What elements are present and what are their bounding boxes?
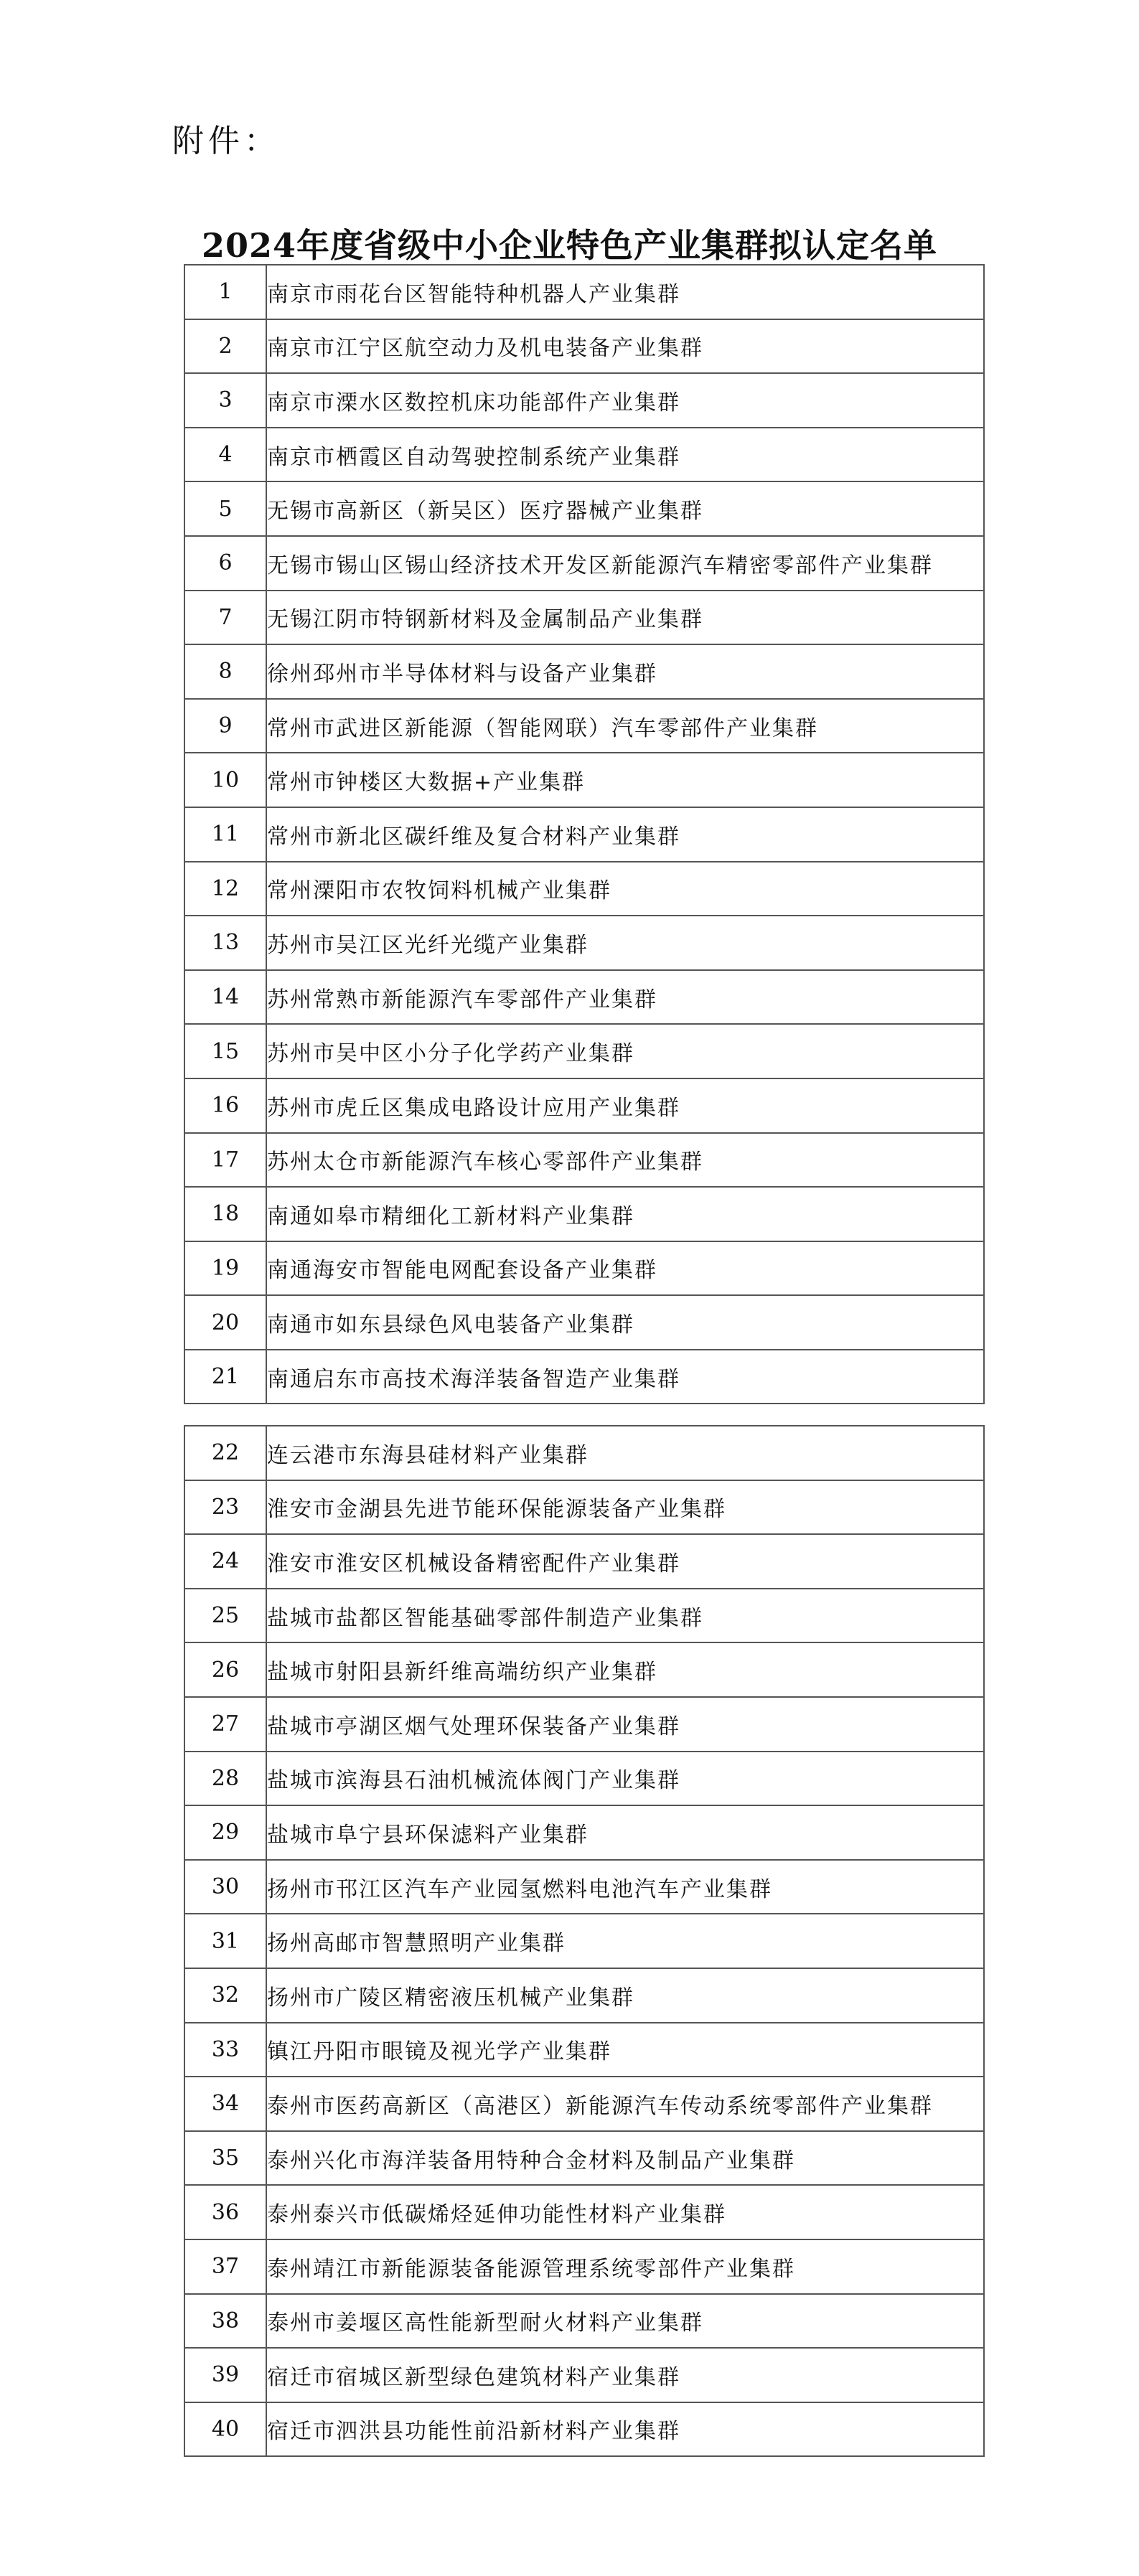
table-row [184,1860,984,1914]
table-row [184,1752,984,1806]
cluster-name: 泰州市姜堰区高性能新型耐火材料产业集群 [266,2294,984,2349]
table-row [184,1805,984,1860]
table-row [184,536,984,591]
row-number: 34 [184,2077,266,2131]
cluster-name: 无锡市高新区（新吴区）医疗器械产业集群 [266,481,984,536]
cluster-name: 南京市雨花台区智能特种机器人产业集群 [266,265,984,319]
row-number: 23 [184,1480,266,1535]
table-row [184,1187,984,1241]
table-row [184,1534,984,1589]
table-row [184,319,984,374]
cluster-name: 苏州太仓市新能源汽车核心零部件产业集群 [266,1133,984,1188]
table-row [184,1697,984,1752]
table-row [184,1589,984,1643]
row-number: 17 [184,1133,266,1188]
table-row [184,644,984,699]
cluster-name: 常州溧阳市农牧饲料机械产业集群 [266,862,984,916]
cluster-table-part-1 [184,264,985,1404]
table-row [184,2402,984,2457]
row-number: 31 [184,1914,266,1968]
row-number: 30 [184,1860,266,1914]
cluster-name: 苏州市吴江区光纤光缆产业集群 [266,916,984,970]
cluster-table-part-2 [184,1425,985,2457]
row-number: 14 [184,970,266,1025]
row-number: 7 [184,591,266,645]
table-row [184,2185,984,2239]
table-row [184,373,984,428]
cluster-name: 泰州市医药高新区（高港区）新能源汽车传动系统零部件产业集群 [266,2077,984,2131]
table-row [184,2131,984,2186]
row-number: 29 [184,1805,266,1860]
table-row [184,1133,984,1188]
row-number: 19 [184,1241,266,1296]
cluster-name: 泰州靖江市新能源装备能源管理系统零部件产业集群 [266,2239,984,2294]
row-number: 1 [184,265,266,319]
table-row [184,970,984,1025]
row-number: 16 [184,1078,266,1133]
table-row [184,1078,984,1133]
row-number: 11 [184,807,266,862]
table-row [184,1968,984,2023]
cluster-name: 泰州泰兴市低碳烯烃延伸功能性材料产业集群 [266,2185,984,2239]
cluster-name: 扬州市广陵区精密液压机械产业集群 [266,1968,984,2023]
table-row [184,1480,984,1535]
row-number: 22 [184,1426,266,1480]
cluster-name: 南通启东市高技术海洋装备智造产业集群 [266,1350,984,1404]
cluster-name: 南通市如东县绿色风电装备产业集群 [266,1295,984,1350]
table-row [184,481,984,536]
cluster-name: 苏州市虎丘区集成电路设计应用产业集群 [266,1078,984,1133]
cluster-name: 盐城市盐都区智能基础零部件制造产业集群 [266,1589,984,1643]
cluster-name: 盐城市滨海县石油机械流体阀门产业集群 [266,1752,984,1806]
row-number: 18 [184,1187,266,1241]
row-number: 26 [184,1642,266,1697]
cluster-name: 扬州市邗江区汽车产业园氢燃料电池汽车产业集群 [266,1860,984,1914]
table-row [184,916,984,970]
row-number: 40 [184,2402,266,2457]
document-title: 2024年度省级中小企业特色产业集群拟认定名单 [201,226,938,265]
row-number: 32 [184,1968,266,2023]
row-number: 10 [184,753,266,807]
row-number: 39 [184,2348,266,2402]
table-row [184,1295,984,1350]
row-number: 21 [184,1350,266,1404]
row-number: 33 [184,2023,266,2077]
cluster-name: 无锡江阴市特钢新材料及金属制品产业集群 [266,591,984,645]
row-number: 27 [184,1697,266,1752]
table-row [184,753,984,807]
row-number: 4 [184,428,266,482]
row-number: 6 [184,536,266,591]
table-row [184,1350,984,1404]
table-row [184,1642,984,1697]
row-number: 20 [184,1295,266,1350]
row-number: 15 [184,1024,266,1078]
row-number: 24 [184,1534,266,1589]
cluster-name: 宿迁市宿城区新型绿色建筑材料产业集群 [266,2348,984,2402]
row-number: 5 [184,481,266,536]
cluster-name: 无锡市锡山区锡山经济技术开发区新能源汽车精密零部件产业集群 [266,536,984,591]
cluster-name: 南通如皋市精细化工新材料产业集群 [266,1187,984,1241]
table-row [184,1241,984,1296]
row-number: 13 [184,916,266,970]
row-number: 3 [184,373,266,428]
table-row [184,591,984,645]
cluster-name: 泰州兴化市海洋装备用特种合金材料及制品产业集群 [266,2131,984,2186]
row-number: 28 [184,1752,266,1806]
cluster-name: 南通海安市智能电网配套设备产业集群 [266,1241,984,1296]
table-row [184,2077,984,2131]
cluster-name: 南京市江宁区航空动力及机电装备产业集群 [266,319,984,374]
table-row [184,699,984,753]
cluster-name: 扬州高邮市智慧照明产业集群 [266,1914,984,1968]
cluster-name: 连云港市东海县硅材料产业集群 [266,1426,984,1480]
table-row [184,2239,984,2294]
cluster-name: 常州市武进区新能源（智能网联）汽车零部件产业集群 [266,699,984,753]
table-row [184,1914,984,1968]
cluster-name: 镇江丹阳市眼镜及视光学产业集群 [266,2023,984,2077]
row-number: 37 [184,2239,266,2294]
row-number: 35 [184,2131,266,2186]
cluster-name: 盐城市射阳县新纤维高端纺织产业集群 [266,1642,984,1697]
cluster-name: 南京市溧水区数控机床功能部件产业集群 [266,373,984,428]
attachment-label: 附件： [172,123,280,159]
cluster-name: 徐州邳州市半导体材料与设备产业集群 [266,644,984,699]
table-row [184,862,984,916]
row-number: 2 [184,319,266,374]
cluster-name: 苏州市吴中区小分子化学药产业集群 [266,1024,984,1078]
row-number: 25 [184,1589,266,1643]
row-number: 12 [184,862,266,916]
cluster-name: 淮安市金湖县先进节能环保能源装备产业集群 [266,1480,984,1535]
row-number: 36 [184,2185,266,2239]
table-row [184,428,984,482]
table-row [184,1426,984,1480]
cluster-name: 淮安市淮安区机械设备精密配件产业集群 [266,1534,984,1589]
table-row [184,2294,984,2349]
cluster-name: 常州市钟楼区大数据+产业集群 [266,753,984,807]
cluster-name: 盐城市阜宁县环保滤料产业集群 [266,1805,984,1860]
row-number: 9 [184,699,266,753]
table-row [184,2023,984,2077]
table-row [184,265,984,319]
row-number: 38 [184,2294,266,2349]
cluster-name: 南京市栖霞区自动驾驶控制系统产业集群 [266,428,984,482]
cluster-name: 盐城市亭湖区烟气处理环保装备产业集群 [266,1697,984,1752]
cluster-name: 常州市新北区碳纤维及复合材料产业集群 [266,807,984,862]
table-row [184,807,984,862]
cluster-name: 苏州常熟市新能源汽车零部件产业集群 [266,970,984,1025]
table-row [184,1024,984,1078]
row-number: 8 [184,644,266,699]
table-row [184,2348,984,2402]
cluster-name: 宿迁市泗洪县功能性前沿新材料产业集群 [266,2402,984,2457]
